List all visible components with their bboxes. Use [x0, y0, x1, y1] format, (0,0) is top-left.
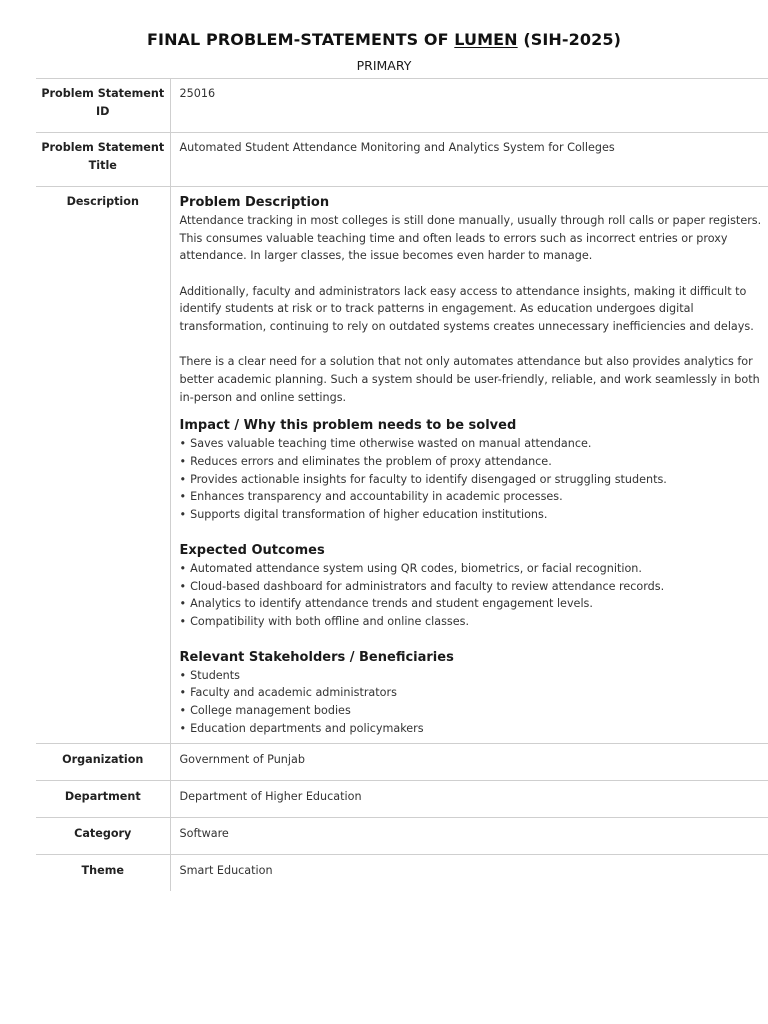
stakeholders-list	[180, 667, 768, 738]
label-description: Description	[36, 187, 170, 744]
list-item: • Faculty and academic administrators	[180, 684, 768, 702]
row-organization	[36, 744, 768, 781]
list-item: • Compatibility with both offline and online classes.	[180, 613, 768, 631]
value-problem-statement-title: Automated Student Attendance Monitoring and Analytics System for Colleges	[170, 133, 768, 187]
title-suffix: (SIH-2025)	[517, 30, 621, 49]
value-theme: Smart Education	[170, 855, 768, 892]
list-item: • Analytics to identify attendance trends and student engagement levels.	[180, 595, 768, 613]
problem-description-heading: Problem Description	[179, 195, 330, 210]
list-item: • Automated attendance system using QR codes, biometrics, or facial recognition.	[180, 560, 768, 578]
list-item: • Students	[180, 667, 768, 685]
list-item: • Saves valuable teaching time otherwise wasted on manual attendance.	[180, 435, 768, 453]
list-item: • Reduces errors and eliminates the problem of proxy attendance.	[180, 453, 768, 471]
label-department: Department	[36, 781, 170, 818]
list-item: • Supports digital transformation of higher education institutions.	[180, 506, 768, 524]
list-item: • Enhances transparency and accountability in academic processes.	[180, 488, 768, 506]
impact-list	[180, 435, 768, 524]
value-category: Software	[170, 818, 768, 855]
value-organization: Government of Punjab	[170, 744, 768, 781]
expected-outcomes-heading: Expected Outcomes	[179, 542, 325, 558]
row-department	[36, 781, 768, 818]
label-problem-statement-title: Problem Statement Title	[36, 133, 170, 187]
label-organization: Organization	[36, 744, 170, 781]
list-item: • Cloud-based dashboard for administrators and faculty to review attendance records.	[180, 578, 768, 596]
value-problem-statement-id: 25016	[170, 79, 768, 133]
label-problem-statement-id: Problem Statement ID	[36, 79, 170, 133]
title-org-name: LUMEN	[454, 30, 518, 49]
row-problem-statement-title	[36, 133, 768, 187]
value-description	[170, 187, 768, 744]
title-prefix: FINAL PROBLEM-STATEMENTS OF	[147, 30, 455, 49]
subtitle-text: PRIMARY	[356, 58, 412, 73]
row-theme	[36, 855, 768, 892]
value-department: Department of Higher Education	[170, 781, 768, 818]
page-subtitle	[0, 57, 768, 75]
row-category	[36, 818, 768, 855]
label-theme: Theme	[36, 855, 170, 892]
label-category: Category	[36, 818, 170, 855]
row-problem-statement-id	[36, 79, 768, 133]
list-item: • College management bodies	[180, 702, 768, 720]
problem-paragraph-1: Attendance tracking in most colleges is still done manually, usually through roll calls or paper registers. This consumes valuable teaching time and often leads to errors such as incorrect entries or proxy attendance. In larger classes, the issue becomes even harder to manage.	[179, 214, 762, 263]
problem-paragraph-3: There is a clear need for a solution that not only automates attendance but also provides analytics for better academic planning. Such a system should be user-friendly, reliable, and work seamlessly in both in-person and online settings.	[179, 355, 760, 404]
stakeholders-heading: Relevant Stakeholders / Beneficiaries	[179, 649, 454, 665]
problem-paragraph-2: Additionally, faculty and administrators lack easy access to attendance insights, making it difficult to identify students at risk or to track patterns in engagement. As education undergoes digital transformation, continuing to rely on outdated systems creates unnecessary inefficiencies and delays.	[179, 284, 754, 334]
problem-statement-table	[36, 78, 768, 891]
list-item: • Provides actionable insights for faculty to identify disengaged or struggling students.	[180, 471, 768, 489]
impact-heading: Impact / Why this problem needs to be solved	[179, 418, 517, 434]
row-description	[36, 187, 768, 744]
list-item: • Education departments and policymakers	[180, 720, 768, 738]
page-title	[0, 29, 768, 51]
outcomes-list	[180, 560, 768, 631]
